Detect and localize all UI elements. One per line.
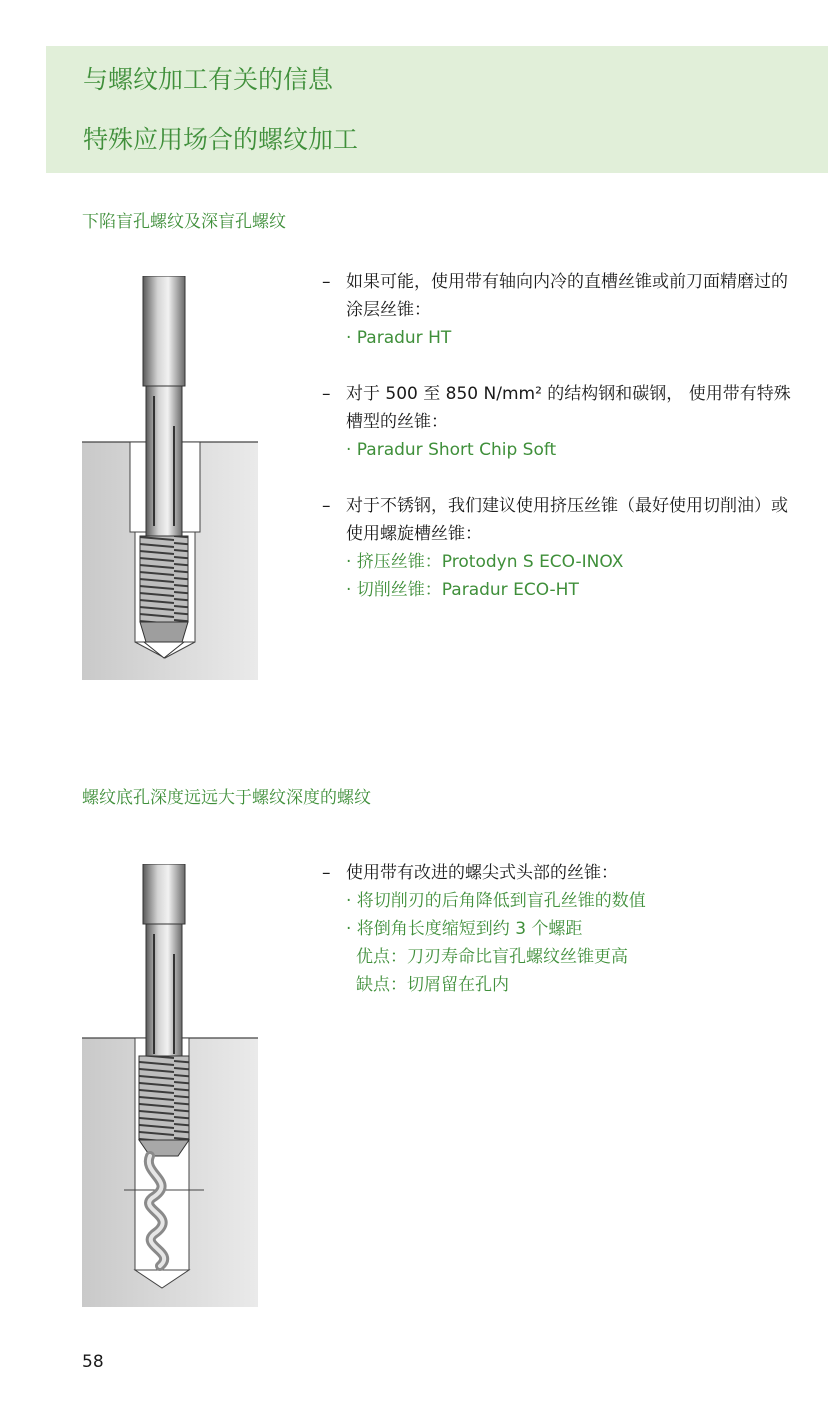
section-title-deep-hole: 螺纹底孔深度远远大于螺纹深度的螺纹 <box>82 788 371 808</box>
bullet-dash: – <box>322 384 331 404</box>
bullet-text: 使用带有改进的螺尖式头部的丝锥： <box>346 863 618 883</box>
tap-deep-hole-illustration <box>82 864 258 1307</box>
bullet-text: 对于 500 至 850 N/mm² 的结构钢和碳钢， 使用带有特殊槽型的丝锥： <box>346 384 791 432</box>
section1-bullet-list <box>322 268 792 632</box>
bullet-subitem: · 将切削刃的后角降低到盲孔丝锥的数值 <box>346 891 646 911</box>
bullet-dash: – <box>322 863 331 883</box>
bullet-subitem: · 切削丝锥：Paradur ECO-HT <box>346 580 579 600</box>
bullet-item <box>322 268 792 352</box>
bullet-item <box>322 492 792 604</box>
bullet-dash: – <box>322 272 331 292</box>
bullet-subitem: · 将倒角长度缩短到约 3 个螺距 <box>346 919 583 939</box>
bullet-subitem: 优点：刀刃寿命比盲孔螺纹丝锥更高 <box>356 947 628 967</box>
bullet-dash: – <box>322 496 331 516</box>
header-band <box>46 46 828 173</box>
bullet-item <box>322 859 792 999</box>
section-title-blind-hole: 下陷盲孔螺纹及深盲孔螺纹 <box>82 212 286 232</box>
page-number: 58 <box>82 1352 104 1372</box>
section2-bullet-list <box>322 859 792 1027</box>
tap-blind-hole-illustration <box>82 276 258 680</box>
bullet-text: 对于不锈钢，我们建议使用挤压丝锥（最好使用切削油）或使用螺旋槽丝锥： <box>346 496 788 544</box>
page-title: 与螺纹加工有关的信息 <box>83 65 334 94</box>
bullet-text: 如果可能，使用带有轴向内冷的直槽丝锥或前刀面精磨过的涂层丝锥： <box>346 272 788 320</box>
bullet-subitem: 缺点：切屑留在孔内 <box>356 975 509 995</box>
bullet-subitem: · Paradur Short Chip Soft <box>346 440 557 460</box>
bullet-subitem: · Paradur HT <box>346 328 452 348</box>
bullet-subitem: · 挤压丝锥：Protodyn S ECO-INOX <box>346 552 624 572</box>
bullet-item <box>322 380 792 464</box>
page-subtitle: 特殊应用场合的螺纹加工 <box>83 125 359 154</box>
